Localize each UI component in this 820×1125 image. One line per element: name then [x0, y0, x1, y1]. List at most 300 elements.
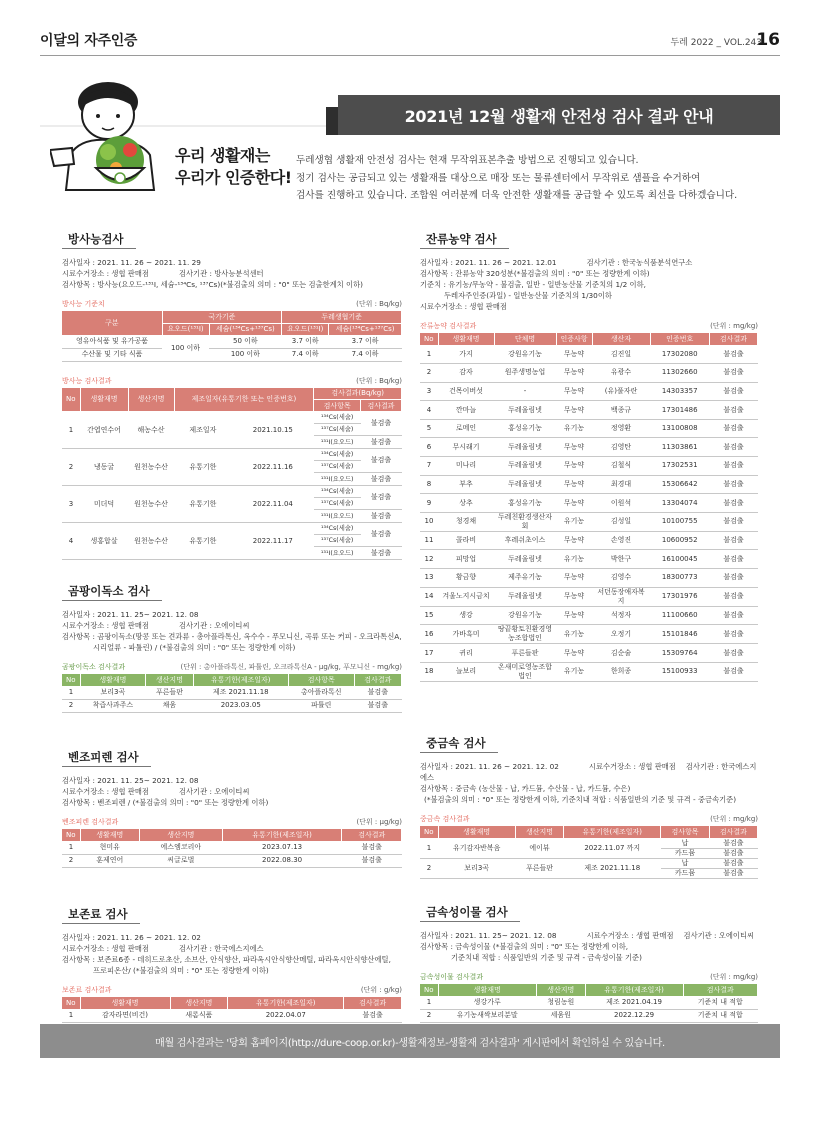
table-row [420, 512, 758, 531]
table-row [420, 838, 758, 848]
meta-items-2: (*불검출의 의미 : "0" 또는 정량한계 이하, 기준치내 적합 : 식품일반의 기준 및 규격 - 중금속기준) [424, 795, 737, 804]
cell: 불검출 [709, 662, 757, 681]
th-no: No [420, 333, 438, 345]
cell: 2022.11.17 [232, 523, 314, 560]
cell: 1 [420, 996, 438, 1009]
cell: 불검출 [709, 345, 757, 364]
intro-text [296, 152, 776, 205]
cell: 불검출 [709, 382, 757, 401]
cell: 16100045 [650, 550, 709, 569]
caption-unit: (단위 : mg/kg) [710, 815, 758, 823]
cell: 2 [420, 858, 438, 878]
table-row [420, 531, 758, 550]
cell: 15309764 [650, 644, 709, 663]
cell: 보리3곡 [438, 858, 515, 878]
cell: 납 [661, 858, 709, 868]
meta-items-2: 시리얼류 - 파튤린) / (*불검출의 의미 : "0" 또는 정량한계 이하) [93, 643, 296, 652]
cell: 불검출 [709, 494, 757, 513]
table-row [420, 475, 758, 494]
cell: 무농약 [556, 364, 592, 383]
th-date: 유통기한(제조일자) [222, 829, 342, 841]
table-row [420, 494, 758, 513]
radiation-section [62, 228, 402, 560]
section-label: 이달의 자주인증 [40, 33, 138, 49]
cell: 세움원 [536, 1009, 585, 1022]
th-no: No [62, 674, 80, 686]
th-no: No [62, 997, 80, 1009]
cell: 원천농수산 [128, 449, 174, 486]
cell: 땅끝황토친환경영농조합법인 [494, 625, 556, 644]
meta-items-2: 기준치내 적합 : 식품일반의 기준 및 규격 - 금속성이물 기준) [451, 953, 642, 962]
caption-unit: (단위 : μg/kg) [356, 818, 402, 826]
meta-standard: 기준치 : 유기농/무농약 - 불검출, 일반 - 일반농산물 기준치의 1/2 이하, [420, 280, 646, 289]
cell: 원천농수산 [128, 486, 174, 523]
cell: 불검출 [361, 436, 402, 449]
cell: 무농약 [556, 494, 592, 513]
cell: ¹³⁴Cs(세슘) [314, 486, 361, 498]
cell: 2022.11.04 [232, 486, 314, 523]
table-row [420, 644, 758, 663]
meta-place: 시료수거장소 : 생협 판매점 [586, 931, 674, 940]
th-item: 검사항목 [314, 400, 361, 412]
cell: 14303357 [650, 382, 709, 401]
preservative-caption [62, 985, 402, 995]
cell: 로메인 [438, 419, 494, 438]
cell: 백종규 [592, 401, 650, 420]
cell: 무농약 [556, 531, 592, 550]
meta-items: 검사항목 : 잔류농약 320성분(*불검출의 의미 : "0" 또는 정량한계 이하) [420, 269, 650, 278]
th-no: No [62, 829, 80, 841]
meta-date: 검사일자 : 2021. 11. 26 ~ 2021. 12. 02 [420, 762, 559, 771]
caption-unit: (단위 : Bq/kg) [356, 300, 402, 308]
cell: 유기농새싹보리분말 [438, 1009, 536, 1022]
magazine-issue: 두레 2022 _ VOL.243 [670, 38, 762, 48]
heavymetal-body [420, 838, 758, 878]
cell: 17302080 [650, 345, 709, 364]
cell: 11303861 [650, 438, 709, 457]
meta-items: 검사항목 : 방사능(요오드-¹³¹I, 세슘-¹³⁴Cs, ¹³⁷Cs)(*불검출의 의미 : "0" 또는 검출한계치 이하) [62, 280, 363, 289]
cell: 1 [420, 345, 438, 364]
cell: 오정기 [592, 625, 650, 644]
table-row [420, 438, 758, 457]
cell: 김진일 [592, 345, 650, 364]
caption-unit: (단위 : mg/kg) [710, 973, 758, 981]
cell: 푸른들판 [494, 644, 556, 663]
cell: 김영탄 [592, 438, 650, 457]
table-row [420, 345, 758, 364]
hero-section [40, 55, 780, 220]
radiation-results-body [62, 412, 402, 560]
cell: 1 [62, 686, 80, 699]
caption-unit: (단위 : 총아플라톡신, 파튤린, 오크라톡신A - μg/kg, 푸모니신 - mg/kg) [180, 663, 402, 671]
cell: 유통기한 [174, 523, 232, 560]
cell: 감자라면(비건) [80, 1009, 170, 1022]
mycotoxin-table [62, 674, 402, 713]
table-row [62, 686, 402, 699]
meta-row [62, 786, 402, 797]
page-number: 16 [756, 30, 780, 50]
meta-agency: 검사기관 : 한국에스지에스 [420, 762, 757, 782]
cell: 홍성유기농 [494, 494, 556, 513]
caption-title: 방사능 기준치 [62, 300, 105, 308]
cell: 서던동장애자복지 [592, 587, 650, 606]
cell: 2022.11.16 [232, 449, 314, 486]
cell: 홍성유기농 [494, 419, 556, 438]
cell: 7 [420, 457, 438, 476]
cell: 7.4 이하 [282, 348, 329, 361]
th-cesium: 세슘(¹³⁴Cs+¹³⁷Cs) [209, 323, 282, 335]
cell: 청림농원 [536, 996, 585, 1009]
cell: ¹³¹I(요오드) [314, 473, 361, 486]
meta-place: 시료수거장소 : 생협 판매점 [62, 269, 149, 278]
meta-row [420, 761, 758, 783]
cell: 이원석 [592, 494, 650, 513]
table-row [420, 606, 758, 625]
cell: 박한구 [592, 550, 650, 569]
cell: 유기농 [556, 662, 592, 681]
meta-date: 검사일자 : 2021. 11. 25~ 2021. 12. 08 [62, 610, 199, 619]
caption-title: 보존료 검사결과 [62, 986, 112, 994]
cell: 12 [420, 550, 438, 569]
cell: 불검출 [342, 854, 402, 867]
cell: 15 [420, 606, 438, 625]
standard-caption [62, 299, 402, 309]
cell: 불검출 [709, 606, 757, 625]
meta-items: 검사항목 : 금속성이물 (*불검출의 의미 : "0" 또는 정량한계 이하, [420, 942, 629, 951]
meta-row [420, 930, 758, 941]
cell: 훈제연어 [80, 854, 139, 867]
cell: 7.4 이하 [329, 348, 402, 361]
cell: 2 [62, 699, 80, 712]
th-no: No [420, 984, 438, 996]
th-date: 유통기한(제조일자) [585, 984, 683, 996]
heavymetal-meta [420, 761, 758, 805]
cell: 유통기한 [174, 486, 232, 523]
meta-items-2: 프로피온산/ (*불검출의 의미 : "0" 또는 정량한계 이하) [93, 966, 269, 975]
mycotoxin-tag: 곰팡이독소 검사 [62, 580, 162, 602]
cell: (유)풀자란 [592, 382, 650, 401]
meta-row [62, 620, 402, 631]
table-row [62, 412, 402, 424]
slogan [175, 145, 292, 189]
th-name: 생활재명 [438, 333, 494, 345]
cell: 제조 2021.11.18 [193, 686, 288, 699]
cell: 보리3곡 [80, 686, 146, 699]
table-row [420, 419, 758, 438]
pesticide-section [420, 228, 758, 682]
cell: 11302660 [650, 364, 709, 383]
cell: 무농약 [556, 457, 592, 476]
cell: 제조 2021.11.18 [564, 858, 661, 878]
cell: 17 [420, 644, 438, 663]
cell: 귀리 [438, 644, 494, 663]
cell: 2 [62, 449, 80, 486]
heavymetal-tag: 중금속 검사 [420, 732, 498, 754]
cell: ¹³¹I(요오드) [314, 436, 361, 449]
cell: 두레울림넷 [494, 550, 556, 569]
cell: 10 [420, 512, 438, 531]
benzopyrene-caption [62, 817, 402, 827]
cell: 무농약 [556, 644, 592, 663]
th-no: No [62, 388, 80, 412]
th-producer: 생산지명 [128, 388, 174, 412]
radiation-results-table [62, 388, 402, 561]
cell: 11 [420, 531, 438, 550]
cell: ¹³¹I(요오드) [314, 547, 361, 560]
th-name: 생활재명 [80, 388, 128, 412]
meta-standard-2: 두레자주인증(과일) - 일반농산물 기준치의 1/30이하 [444, 291, 612, 300]
meta-date: 검사일자 : 2021. 11. 25~ 2021. 12. 08 [420, 931, 557, 940]
cell: 제주유기농 [494, 569, 556, 588]
radiation-meta [62, 257, 402, 290]
cell: 겨울노지시금치 [438, 587, 494, 606]
th-cesium-2: 세슘(¹³⁴Cs+¹³⁷Cs) [329, 323, 402, 335]
cell: 13304074 [650, 494, 709, 513]
cell: 불검출 [361, 547, 402, 560]
cell: 후레쉬초이스 [494, 531, 556, 550]
cell: 원천농수산 [128, 523, 174, 560]
cell: 2023.03.05 [193, 699, 288, 712]
th-result: 검사결과 [342, 829, 402, 841]
cell: 3 [420, 382, 438, 401]
cell: 불검출 [709, 838, 757, 848]
cell: 16 [420, 625, 438, 644]
table-row [420, 550, 758, 569]
th-cert: 인증사항 [556, 333, 592, 345]
cell: 콜라비 [438, 531, 494, 550]
cell: 김성일 [592, 512, 650, 531]
heavymetal-caption [420, 814, 758, 824]
heavymetal-section [420, 732, 758, 879]
preservative-section [62, 903, 402, 1023]
cell: 불검출 [344, 1009, 402, 1022]
mycotoxin-meta [62, 609, 402, 653]
cell: 14 [420, 587, 438, 606]
th-cert-num: 인증번호 [650, 333, 709, 345]
cell: 강원유기농 [494, 606, 556, 625]
cell: 두레울림넷 [494, 587, 556, 606]
cell: 원주생명농업 [494, 364, 556, 383]
th-result: 검사결과 [683, 984, 757, 996]
th-dure: 두레생협기준 [282, 311, 402, 323]
th-producer: 생산지명 [170, 997, 228, 1009]
th-item: 검사항목 [288, 674, 354, 686]
cell: 두레울림넷 [494, 457, 556, 476]
cell: ¹³⁷Cs(세슘) [314, 461, 361, 473]
table-row [420, 457, 758, 476]
cell: 카드뮴 [661, 848, 709, 858]
table-row [62, 1009, 402, 1022]
cell: 불검출 [342, 841, 402, 854]
meta-items: 검사항목 : 보존료6종 - 데히드로초산, 소브산, 안식향산, 파라옥시안식향산메틸, 파라옥시안식향산에틸, [62, 955, 391, 964]
th-name: 생활재명 [80, 829, 139, 841]
cell: 불검출 [709, 457, 757, 476]
cell: 불검출 [709, 438, 757, 457]
th-result: 검사결과 [709, 333, 757, 345]
cell: 불검출 [709, 401, 757, 420]
table-row [420, 587, 758, 606]
benzopyrene-meta [62, 775, 402, 808]
table-row [62, 699, 402, 712]
cell: 건목이버섯 [438, 382, 494, 401]
cell: 김영수 [592, 569, 650, 588]
cell: 생강 [438, 606, 494, 625]
pesticide-meta [420, 257, 758, 312]
cell: 불검출 [709, 587, 757, 606]
cell: 4 [420, 401, 438, 420]
table-row [420, 1009, 758, 1022]
cell: 불검출 [709, 364, 757, 383]
cell: 가지 [438, 345, 494, 364]
cell: 에이뷰 [515, 838, 563, 858]
cell: 현미유 [80, 841, 139, 854]
cell: 2022.08.30 [222, 854, 342, 867]
th-date: 유통기한(제조일자) [228, 997, 344, 1009]
cell: 무농약 [556, 345, 592, 364]
cell: 생홍합살 [80, 523, 128, 560]
cell: 불검출 [709, 858, 757, 868]
cell: 유기농 [556, 625, 592, 644]
meta-row [420, 257, 758, 268]
cell: 2 [62, 854, 80, 867]
meta-date: 검사일자 : 2021. 11. 26 ~ 2021. 12. 02 [62, 933, 201, 942]
cell: 카드뮴 [661, 868, 709, 878]
caption-title: 금속성이물 검사결과 [420, 973, 484, 981]
cell: 에스엠코리아 [139, 841, 222, 854]
th-result: 검사결과 [709, 826, 757, 838]
cell: 2022.12.29 [585, 1009, 683, 1022]
meta-row [62, 268, 402, 279]
cell: 15100933 [650, 662, 709, 681]
meta-row [62, 943, 402, 954]
benzopyrene-section [62, 746, 402, 868]
metalforeign-meta [420, 930, 758, 963]
cell: 100 이하 [209, 348, 282, 361]
cell: 늘보리 [438, 662, 494, 681]
metalforeign-table [420, 984, 758, 1023]
cell: 씨글로벌 [139, 854, 222, 867]
cell: 감자 [438, 364, 494, 383]
cell: 2021.10.15 [232, 412, 314, 449]
cell: 간엽연수어 [80, 412, 128, 449]
table-row [62, 449, 402, 461]
cell: 불검출 [361, 412, 402, 436]
table-row [420, 569, 758, 588]
cell: 13 [420, 569, 438, 588]
caption-title: 곰팡이독소 검사결과 [62, 663, 126, 671]
table-row [420, 382, 758, 401]
meta-items: 검사항목 : 곰팡이독소(땅콩 또는 견과류 - 총아플라톡신, 옥수수 - 푸모니신, 곡류 또는 커피 - 오크라톡신A, [62, 632, 402, 641]
th-national: 국가기준 [162, 311, 282, 323]
cell: 5 [420, 419, 438, 438]
cell: 유기농 [556, 419, 592, 438]
meta-place: 시료수거장소 : 생협 판매점 [62, 787, 149, 796]
cell: 17301486 [650, 401, 709, 420]
th-date: 유통기한(제조일자) [193, 674, 288, 686]
cell: 황금향 [438, 569, 494, 588]
cell: 불검출 [709, 419, 757, 438]
cell: 불검출 [709, 512, 757, 531]
cell: 불검출 [361, 486, 402, 510]
cell: 미더덕 [80, 486, 128, 523]
th-name: 생활재명 [80, 997, 170, 1009]
cell: 불검출 [709, 550, 757, 569]
th-result-group: 검사결과(Bq/kg) [314, 388, 402, 400]
cell: 13100808 [650, 419, 709, 438]
benzopyrene-table [62, 829, 402, 868]
cell: ¹³¹I(요오드) [314, 510, 361, 523]
metalforeign-tag: 금속성이물 검사 [420, 901, 520, 923]
footer-notice: 매월 검사결과는 '당회 홈페이지(http://dure-coop.or.kr)-생활재정보-생활재 검사결과' 게시판에서 확인하실 수 있습니다. [40, 1024, 780, 1058]
intro-line-1: 두레생협 생활재 안전성 검사는 현재 무작위표본추출 방법으로 진행되고 있습니다. [296, 155, 639, 166]
cell: 불검출 [354, 699, 401, 712]
cell: 1 [62, 841, 80, 854]
radiation-results-caption [62, 376, 402, 386]
meta-agency: 검사기관 : 방사능분석센터 [178, 269, 264, 278]
cell: 온새미로영농조합법인 [494, 662, 556, 681]
cell: 손영진 [592, 531, 650, 550]
cell: 무시래기 [438, 438, 494, 457]
mycotoxin-caption [62, 662, 402, 672]
th-name: 생활재명 [438, 826, 515, 838]
cell: ¹³⁷Cs(세슘) [314, 424, 361, 436]
cell: 무농약 [556, 587, 592, 606]
cell: 15101846 [650, 625, 709, 644]
th-iodine-2: 요오드(¹³¹I) [282, 323, 329, 335]
cell: 100 이하 [162, 335, 209, 361]
cell: 불검출 [709, 848, 757, 858]
table-row [62, 335, 402, 348]
slogan-line-2: 우리가 인증한다! [175, 168, 292, 187]
cell: ¹³⁷Cs(세슘) [314, 498, 361, 510]
meta-agency: 검사기관 : 오에이티씨 [683, 931, 755, 940]
table-row [420, 364, 758, 383]
cell: 두레친환경생산자회 [494, 512, 556, 531]
cell: 무농약 [556, 606, 592, 625]
cell: 두레울림넷 [494, 401, 556, 420]
cell: 김철식 [592, 457, 650, 476]
meta-date: 검사일자 : 2021. 11. 26 ~ 2021. 12.01 [420, 258, 557, 267]
cell: 제조 2021.04.19 [585, 996, 683, 1009]
cell: 18300773 [650, 569, 709, 588]
cell: 불검출 [361, 523, 402, 547]
caption-title: 잔류농약 검사결과 [420, 322, 477, 330]
caption-title: 중금속 검사결과 [420, 815, 470, 823]
cell: 피망업 [438, 550, 494, 569]
cell: 두레울림넷 [494, 438, 556, 457]
table-row [420, 996, 758, 1009]
mascot-illustration [50, 60, 180, 200]
cell: 2022.04.07 [228, 1009, 344, 1022]
cell: 3.7 이하 [329, 335, 402, 348]
th-date: 제조일자(유통기한 또는 인증번호) [174, 388, 314, 412]
cell: 두레울림넷 [494, 475, 556, 494]
cell: 1 [62, 1009, 80, 1022]
table-row [62, 486, 402, 498]
cell: 유통기한 [174, 449, 232, 486]
pesticide-body [420, 345, 758, 681]
table-row [62, 348, 402, 361]
caption-unit: (단위 : mg/kg) [710, 322, 758, 330]
cell: 유기농 [556, 512, 592, 531]
cell: 2 [420, 1009, 438, 1022]
cell: 김순술 [592, 644, 650, 663]
preservative-table [62, 997, 402, 1023]
caption-unit: (단위 : g/kg) [360, 986, 402, 994]
cell: 총아플라톡신 [288, 686, 354, 699]
cell: 무농약 [556, 569, 592, 588]
cell: 깐마늘 [438, 401, 494, 420]
